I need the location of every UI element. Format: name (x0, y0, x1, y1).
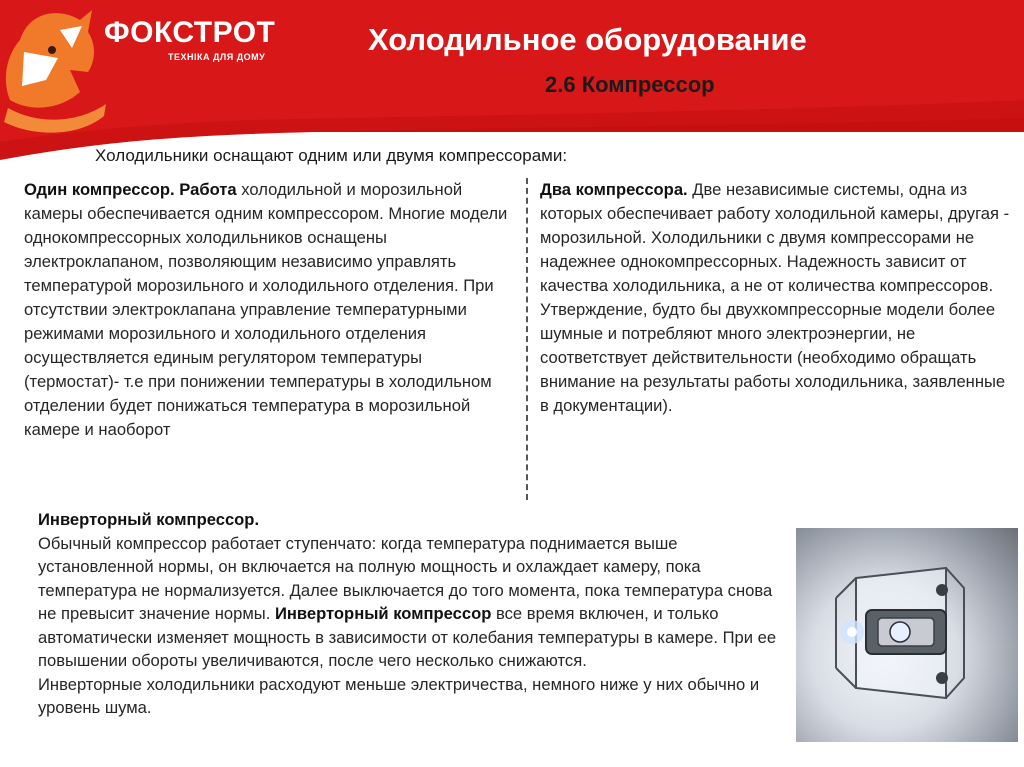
page-title: Холодильное оборудование (368, 22, 807, 57)
inverter-heading: Инверторный компрессор. (38, 510, 260, 529)
inverter-paragraph (38, 532, 786, 673)
left-column-text: холодильной и морозильной камеры обеспечивается одним компрессором. Многие модели однокомпрессорных холодильников оснащены электроклапаном, позволяющим независимо управлять температурой морозильного и холодильного отделения. При отсутствии электроклапана управление температурными режимами морозильного и холодильного отделения осуществляется единым регулятором температуры (термостат)- т.е при понижении температуры в холодильном отделении будет понижаться температура в морозильной камере и наоборот (24, 180, 508, 439)
right-column-text: Две независимые системы, одна из которых обеспечивает работу холодильной камеры, другая - морозильной. Холодильники с двумя компрессорами не надежнее однокомпрессорных. Надежность зависит от качества холодильника, а не от количества компрессоров. Утверждение, будто бы двухкомпрессорные модели более шумные и потребляют много электроэнергии, не соответствует действительности (необходимо обращать внимание на результаты работы холодильника, заявленные в документации). (540, 180, 1010, 415)
left-column (24, 178, 516, 442)
inverter-text-1: Обычный компрессор работает ступенчато: когда температура поднимается выше установленной нормы, он включается на полную мощность и охлаждает камеру, пока температура не нормализуется. Далее выключается до того момента, пока температура снова не превысит значение нормы. (38, 533, 773, 623)
logo-text: ФОКСТРОТ (104, 16, 276, 49)
right-column (540, 178, 1018, 418)
inverter-text-2: все время включен, и только автоматически изменяет мощность в зависимости от колебания температуры в камере. При ее повышении обороты увеличиваются, после чего несколько снижаются. (38, 604, 777, 670)
inverter-text-3: Инверторные холодильники расходуют меньше электричества, немного ниже у них обычно и уровень шума. (38, 674, 760, 717)
logo-tagline: ТЕХНІКА ДЛЯ ДОМУ (168, 52, 266, 62)
intro-text: Холодильники оснащают одним или двумя компрессорами: (95, 146, 568, 165)
fox-logo-icon (0, 0, 110, 140)
section-title: 2.6 Компрессор (545, 72, 715, 97)
column-divider (526, 178, 528, 500)
compressor-illustration (796, 528, 1018, 742)
inverter-section (38, 508, 786, 720)
left-column-lead: Один компрессор. Работа (24, 180, 237, 199)
right-column-lead: Два компрессора. (540, 180, 688, 199)
inverter-bold: Инверторный компрессор (274, 604, 492, 623)
compressor-photo (796, 528, 1018, 742)
